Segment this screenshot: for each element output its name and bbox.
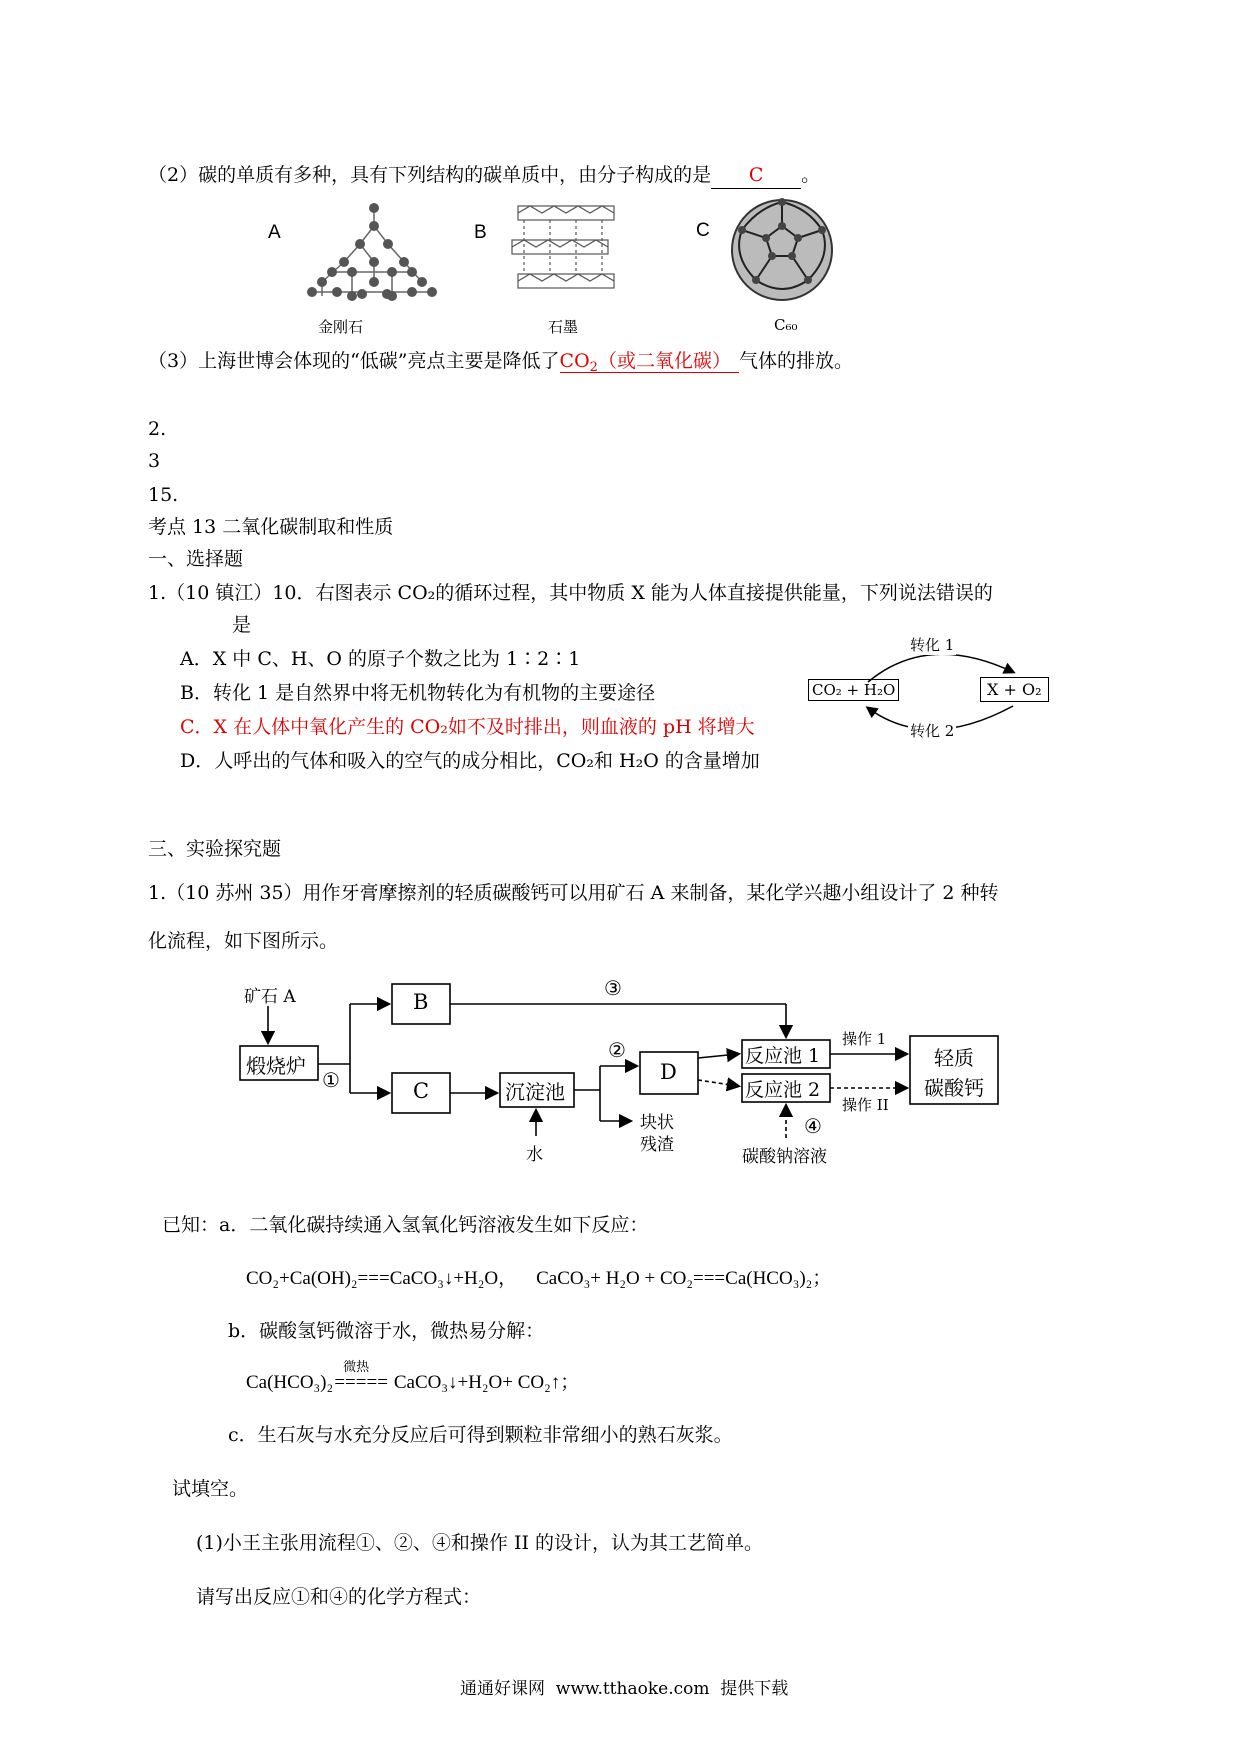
exp-stem-2: 化流程，如下图所示。 [148, 930, 339, 952]
q2-answer: C [711, 162, 801, 189]
flow-residue-label-2: 残渣 [640, 1135, 674, 1155]
flow-product-label-1: 轻质 [934, 1046, 974, 1070]
cycle-top-label: 转化 1 [910, 636, 955, 654]
process-flow-diagram [230, 968, 1030, 1178]
fig-letter-B: B [474, 222, 487, 243]
diamond-structure-image [292, 196, 442, 311]
part3-title: 三、实验探究题 [148, 838, 282, 860]
flow-b-box: B [413, 990, 429, 1014]
flow-pool2-box: 反应池 2 [745, 1079, 821, 1101]
stray-number-2: 3 [148, 450, 161, 472]
section-title: 考点 13 二氧化碳制取和性质 [148, 516, 394, 538]
fill-instruction: 试填空。 [172, 1478, 249, 1500]
fig-caption-diamond: 金刚石 [318, 318, 364, 336]
flow-num-2: ② [608, 1038, 626, 1062]
flow-num-4: ④ [804, 1114, 822, 1138]
cycle-bottom-label: 转化 2 [910, 722, 955, 740]
cycle-right-box: X + O₂ [980, 677, 1049, 702]
flow-op1-label: 操作 1 [842, 1030, 887, 1048]
exp-stem-1: 1.（10 苏州 35）用作牙膏摩擦剂的轻质碳酸钙可以用矿石 A 来制备，某化学兴趣小组设计了 2 种转 [148, 882, 999, 904]
part-1-text: (1)小王主张用流程①、②、④和操作 II 的设计，认为其工艺简单。 [196, 1532, 764, 1554]
co2-cycle-diagram [808, 632, 1048, 742]
mc-option-a: A．X 中 C、H、O 的原子个数之比为 1∶2∶1 [180, 648, 581, 670]
known-b: b．碳酸氢钙微溶于水，微热易分解： [228, 1320, 545, 1342]
part-1-request: 请写出反应①和④的化学方程式： [196, 1586, 482, 1608]
mc-option-c: C．X 在人体中氧化产生的 CO₂如不及时排出，则血液的 pH 将增大 [180, 716, 755, 738]
flow-d-box: D [660, 1060, 677, 1084]
flow-water-label: 水 [526, 1145, 543, 1165]
known-c: c．生石灰与水充分反应后可得到颗粒非常细小的熟石灰浆。 [228, 1424, 733, 1446]
flow-op2-label: 操作 II [842, 1096, 889, 1114]
known-a: 已知：a．二氧化碳持续通入氢氧化钙溶液发生如下反应： [162, 1214, 649, 1236]
mc-stem: 1.（10 镇江）10．右图表示 CO₂的循环过程，其中物质 X 能为人体直接提供能量，下列说法错误的 [148, 582, 993, 604]
c60-structure-image [728, 196, 838, 306]
carbon-figure-A [262, 196, 432, 336]
flow-tank-box: 沉淀池 [505, 1080, 565, 1104]
flow-pool1-box: 反应池 1 [745, 1045, 821, 1067]
page-footer: 通通好课网 www.tthaoke.com 提供下载 [460, 1679, 789, 1699]
flow-c-box: C [413, 1079, 430, 1103]
part1-title: 一、选择题 [148, 548, 244, 570]
q3-line: （3）上海世博会体现的“低碳”亮点主要是降低了$CO_2$（或二氧化碳） 气体的排放。 [148, 350, 853, 375]
stray-number-1: 2. [148, 418, 167, 440]
flow-product-label-2: 碳酸钙 [924, 1076, 984, 1100]
mc-option-b: B．转化 1 是自然界中将无机物转化为有机物的主要途径 [180, 682, 656, 704]
q3-answer: $CO_2$（或二氧化碳） [560, 350, 739, 373]
flow-num-3: ③ [604, 976, 622, 1000]
cycle-left-box: CO₂ + H₂O [808, 679, 899, 701]
known-eq1: CO₂+Ca(OH)₂===CaCO₃↓+H₂O， CaCO₃+ H₂O + CO₂===Ca(HCO₃)₂； [246, 1268, 832, 1289]
flow-furnace-box: 煅烧炉 [246, 1054, 306, 1078]
flow-num-1: ① [322, 1068, 340, 1092]
flow-ore-label: 矿石 A [244, 987, 296, 1007]
stray-number-3: 15. [148, 484, 179, 506]
flow-na2co3-label: 碳酸钠溶液 [742, 1147, 827, 1167]
mc-stem-cont: 是 [232, 614, 252, 636]
fig-caption-c60: C₆₀ [774, 316, 798, 334]
carbon-figure-C [688, 196, 858, 336]
mc-option-d: D．人呼出的气体和吸入的空气的成分相比，CO₂和 H₂O 的含量增加 [180, 750, 760, 772]
carbon-figure-B [470, 196, 640, 336]
known-eq2: Ca(HCO₃)₂ 微热 ===== CaCO₃↓+H₂O+ CO₂↑； [246, 1370, 579, 1396]
fig-caption-graphite: 石墨 [548, 318, 579, 336]
q2-line: （2）碳的单质有多种，具有下列结构的碳单质中，由分子构成的是 C 。 [148, 162, 820, 189]
q2-text: （2）碳的单质有多种，具有下列结构的碳单质中，由分子构成的是 [148, 164, 712, 186]
heat-condition: 微热 ===== [334, 1359, 388, 1393]
fig-letter-A: A [268, 222, 281, 243]
graphite-structure-image [510, 200, 620, 310]
fig-letter-C: C [696, 220, 710, 241]
flow-residue-label-1: 块状 [640, 1113, 674, 1133]
